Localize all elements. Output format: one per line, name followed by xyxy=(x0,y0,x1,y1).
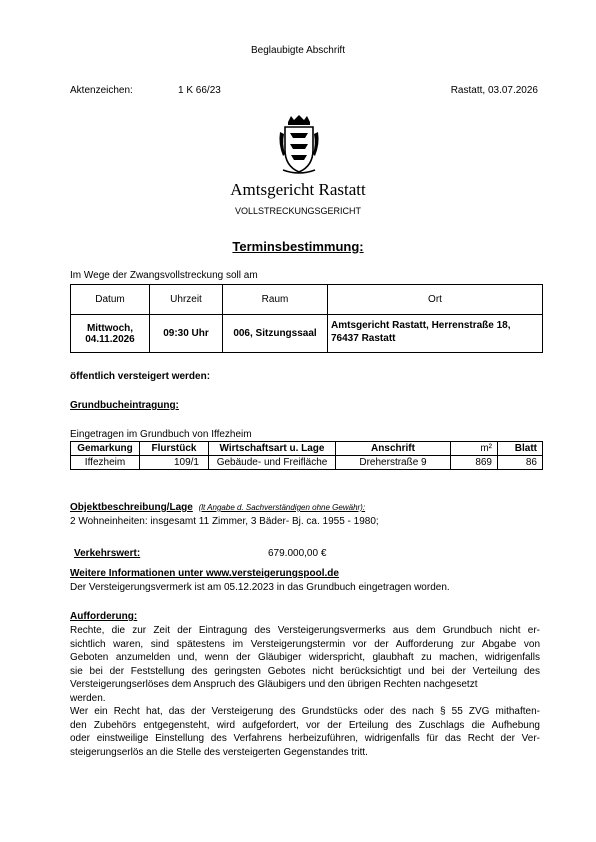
cell-flurstueck: 109/1 xyxy=(140,456,209,470)
value-amount: 679.000,00 € xyxy=(268,548,327,559)
auction-text: öffentlich versteigert werden: xyxy=(70,371,211,382)
appointment-room: 006, Sitzungssaal xyxy=(223,315,328,353)
date-weekday: Mittwoch, xyxy=(86,322,134,334)
table-row xyxy=(71,456,543,470)
appointment-date xyxy=(71,315,150,353)
cell-anschrift: Dreherstraße 9 xyxy=(336,456,451,470)
court-subtitle: VOLLSTRECKUNGSGERICHT xyxy=(234,206,362,216)
aktenzeichen-label: Aktenzeichen: xyxy=(70,85,133,96)
place-line-2: 76437 Rastatt xyxy=(331,333,396,344)
paragraph-line: oder einstweilige Einstellung des Verfahrens herbeizuführen, widrigenfalls für das Recht der Ver- xyxy=(70,733,540,744)
place-date: Rastatt, 03.07.2026 xyxy=(450,85,538,96)
paragraph-line: Rechte, die zur Zeit der Eintragung des Versteigerungsvermerks aus dem Grundbuch nicht er- xyxy=(70,625,540,636)
cell-wirtschaftsart: Gebäude- und Freifläche xyxy=(209,456,336,470)
appointment-time: 09:30 Uhr xyxy=(150,315,223,353)
vermerk-text: Der Versteigerungsvermerk ist am 05.12.2023 in das Grundbuch eingetragen worden. xyxy=(70,582,450,593)
place-line-1: Amtsgericht Rastatt, Herrenstraße 18, xyxy=(331,320,511,331)
page-title: Terminsbestimmung: xyxy=(232,239,364,254)
header-gemarkung: Gemarkung xyxy=(71,442,140,456)
aufforderung-heading: Aufforderung: xyxy=(70,611,138,622)
more-info-link[interactable]: Weitere Informationen unter www.versteigerungspool.de xyxy=(70,568,339,579)
cell-gemarkung: Iffezheim xyxy=(71,456,140,470)
court-name: Amtsgericht Rastatt xyxy=(230,180,366,199)
intro-text: Im Wege der Zwangsvollstreckung soll am xyxy=(70,270,258,281)
grundbuch-registered: Eingetragen im Grundbuch von Iffezheim xyxy=(70,429,252,440)
document-type: Beglaubigte Abschrift xyxy=(251,45,345,56)
header-anschrift: Anschrift xyxy=(336,442,451,456)
grundbuch-table xyxy=(70,441,543,470)
aufforderung-paragraph xyxy=(70,624,540,759)
header-flurstueck: Flurstück xyxy=(140,442,209,456)
aktenzeichen-value: 1 K 66/23 xyxy=(178,85,221,96)
header-blatt: Blatt xyxy=(498,442,543,456)
value-label: Verkehrswert: xyxy=(74,548,141,559)
paragraph-line: sichtlich waren, sind spätestens im Versteigerungstermin vor der Aufforderung zur Abgabe von xyxy=(70,638,540,650)
date-value: 04.11.2026 xyxy=(85,333,135,345)
objekt-text: 2 Wohneinheiten: insgesamt 11 Zimmer, 3 Bäder- Bj. ca. 1955 - 1980; xyxy=(70,516,379,527)
grundbuch-heading: Grundbucheintragung: xyxy=(70,400,179,411)
paragraph-line: Wer ein Recht hat, das der Versteigerung des Grundstücks oder des nach § 55 ZVG mithaften- xyxy=(70,706,540,717)
paragraph-line: den Zubehörs entgegensteht, wird aufgefordert, vor der Erteilung des Zuschlags die Aufhebung xyxy=(70,719,540,731)
appointment-place xyxy=(328,315,543,353)
objekt-heading-line xyxy=(70,502,365,513)
objekt-note: (lt Angabe d. Sachverständigen ohne Gewähr): xyxy=(198,503,366,512)
paragraph-line: Versteigerungserlöses dem Anspruch des Gläubigers und den übrigen Rechten nachgesetzt xyxy=(70,679,478,690)
header-wirtschaftsart: Wirtschaftsart u. Lage xyxy=(209,442,336,456)
header-datum: Datum xyxy=(71,285,150,315)
header-uhrzeit: Uhrzeit xyxy=(150,285,223,315)
header-ort: Ort xyxy=(328,285,543,315)
cell-blatt: 86 xyxy=(498,456,543,470)
cell-area: 869 xyxy=(451,456,498,470)
header-area: m² xyxy=(451,442,498,456)
paragraph-line: steigerungserlös an die Stelle des versteigerten Gegenstandes tritt. xyxy=(70,746,368,758)
coat-of-arms-icon xyxy=(277,114,321,176)
paragraph-line: sie bei der Feststellung des geringsten Gebotes nicht berücksichtigt und bei der Verteilung des xyxy=(70,665,540,677)
paragraph-line: werden. xyxy=(70,692,106,704)
paragraph-line: Geboten anzumelden und, wenn der Gläubiger widerspricht, glaubhaft zu machen, widrigenfalls xyxy=(70,652,540,663)
objekt-heading: Objektbeschreibung/Lage xyxy=(70,502,193,513)
appointment-table xyxy=(70,284,543,353)
header-raum: Raum xyxy=(223,285,328,315)
